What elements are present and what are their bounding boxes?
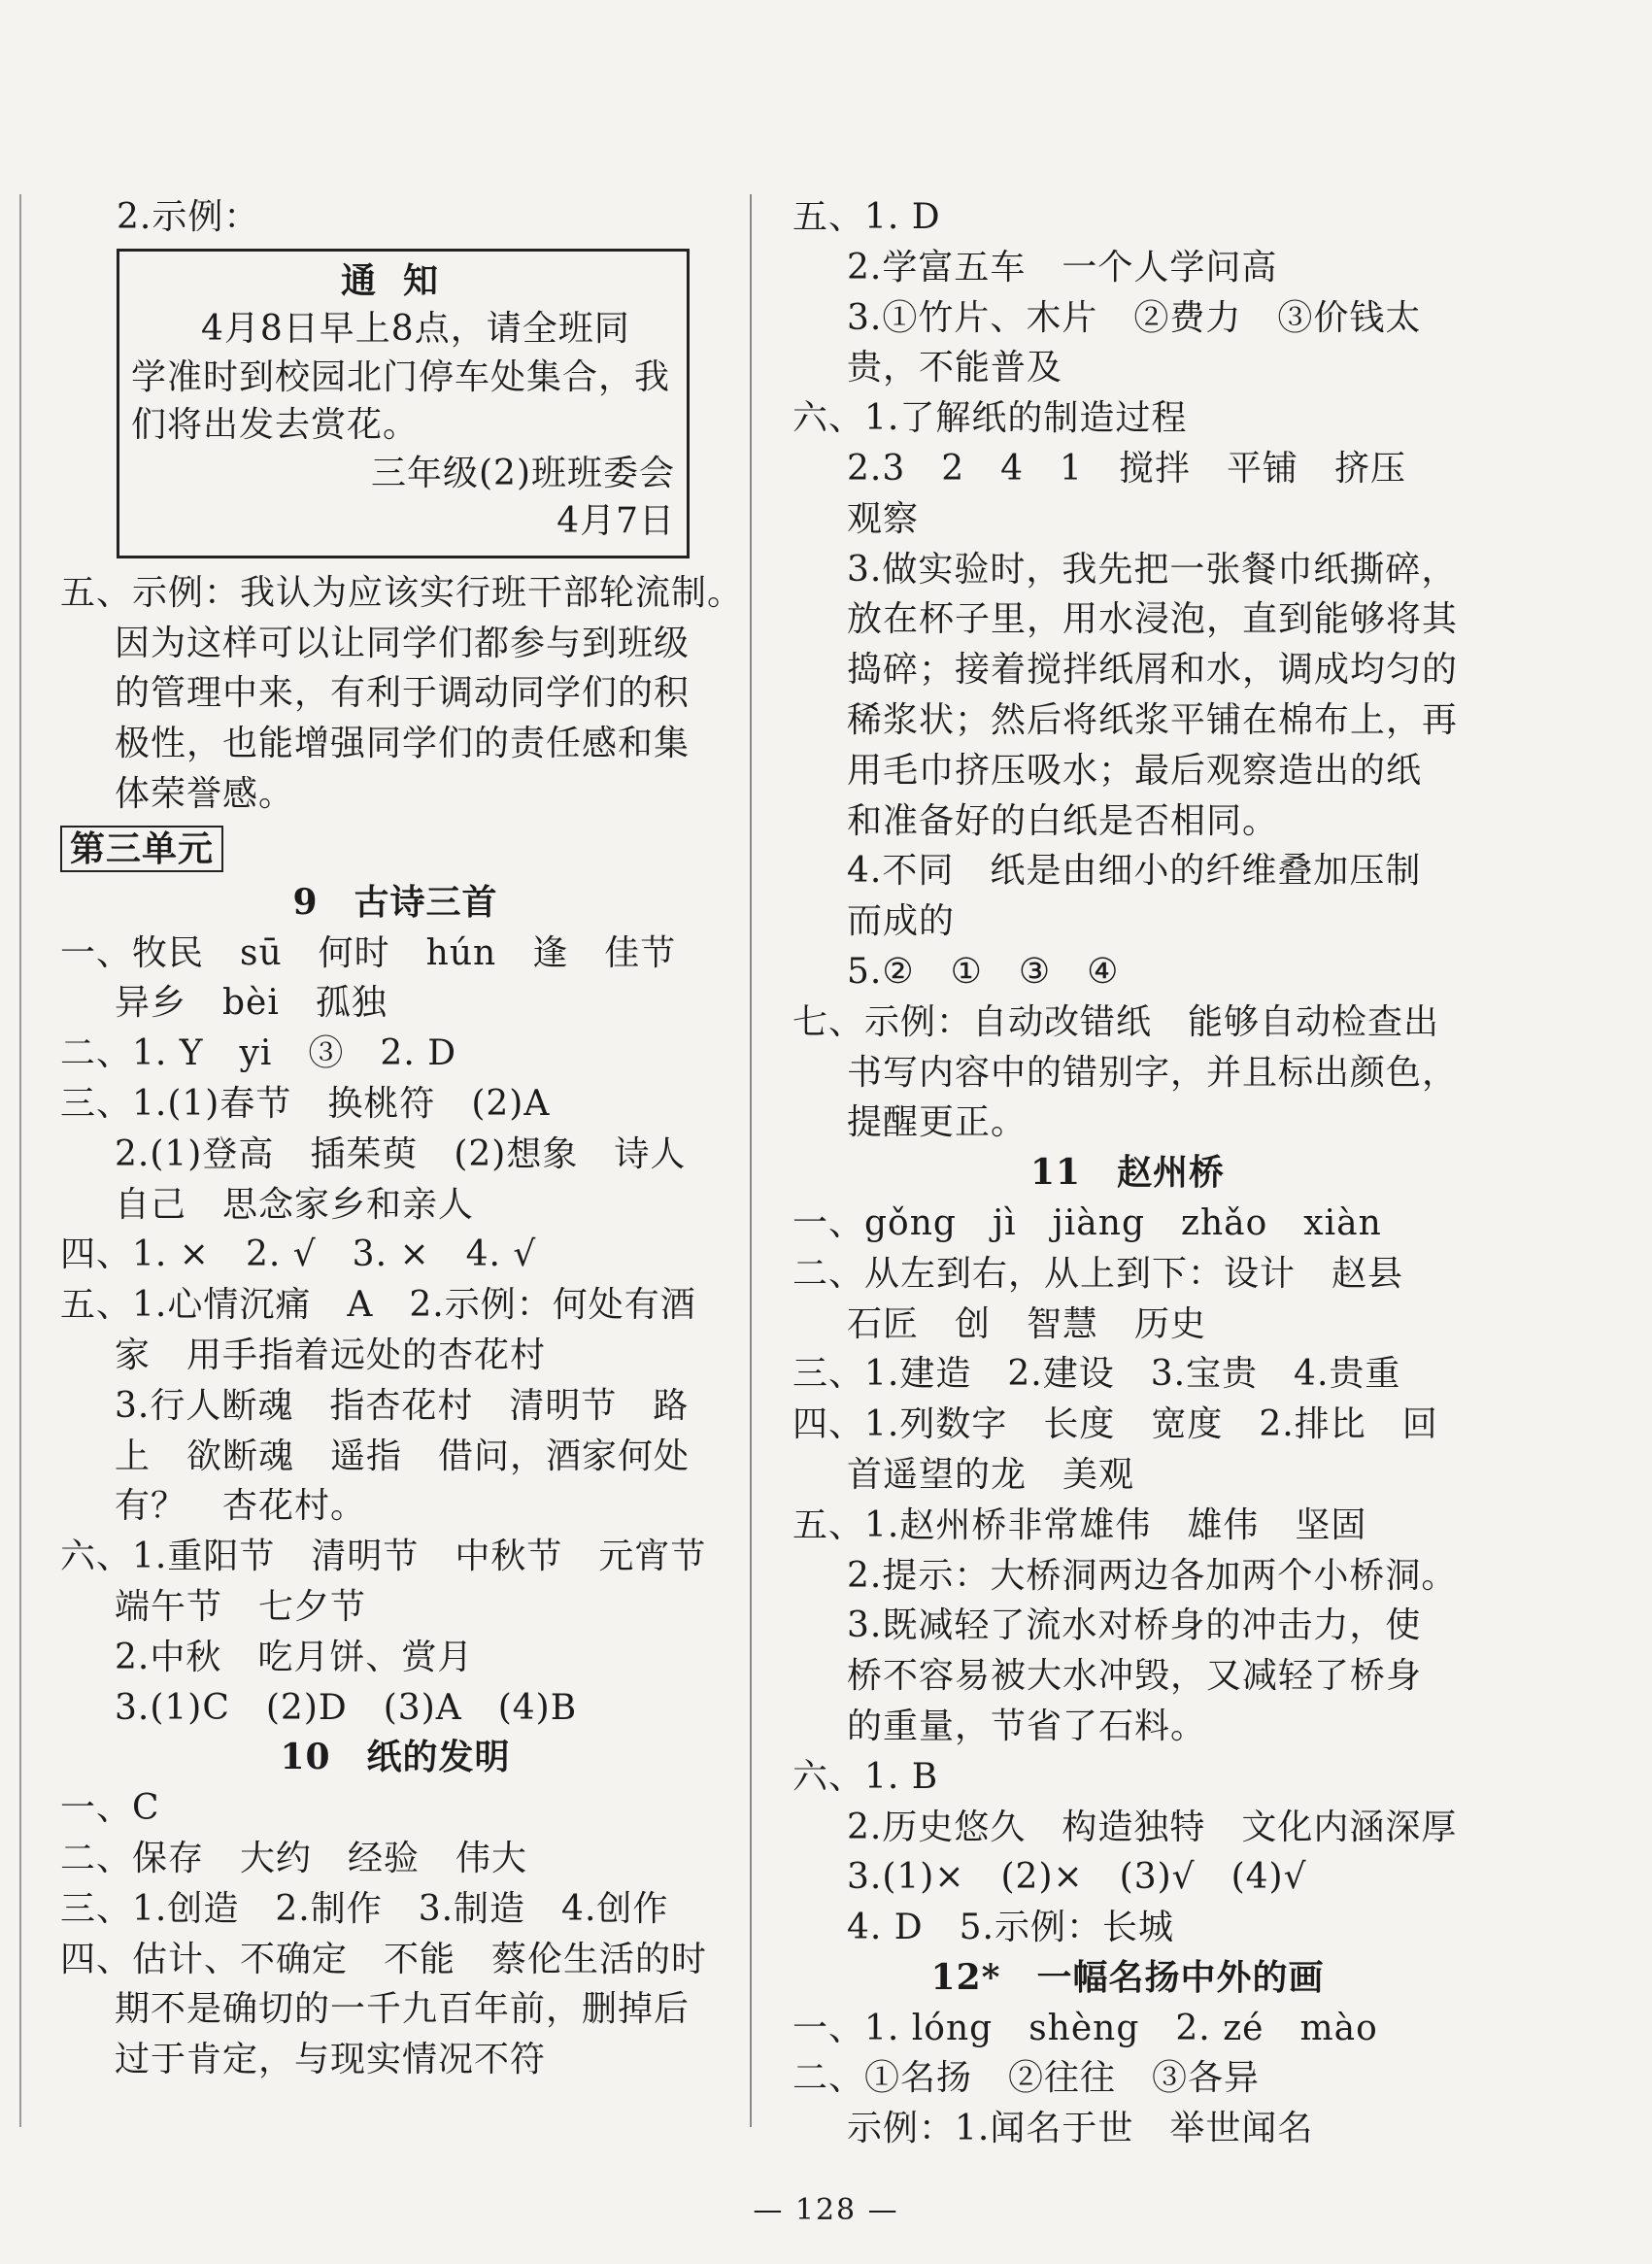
answer-line: 自己 思念家乡和亲人: [115, 1184, 475, 1225]
answer-line: 观察: [847, 498, 920, 539]
left-margin-rule: [19, 194, 21, 2127]
notice-body: 学准时到校园北门停车处集合，我: [131, 356, 671, 397]
answer-line: 过于肯定，与现实情况不符: [115, 2040, 547, 2080]
answer-line: 因为这样可以让同学们都参与到班级: [115, 623, 691, 663]
answer-line: 3.既减轻了流水对桥身的冲击力，使: [847, 1605, 1422, 1646]
answer-line: 五、1. D: [792, 197, 941, 237]
answer-line: 七、示例：自动改错纸 能够自动检查出: [792, 1001, 1440, 1042]
lesson-heading: 9 古诗三首: [292, 881, 498, 923]
unit-heading: 第三单元: [60, 826, 223, 872]
answer-line: 端午节 七夕节: [115, 1586, 367, 1627]
answer-line: 四、估计、不确定 不能 蔡伦生活的时: [60, 1939, 708, 1979]
answer-line: 二、1. Y yi ③ 2. D: [60, 1033, 457, 1074]
answer-line: 六、1.重阳节 清明节 中秋节 元宵节: [60, 1537, 707, 1577]
answer-line: 二、从左到右，从上到下：设计 赵县: [792, 1253, 1404, 1294]
answer-line: 三、1.创造 2.制作 3.制造 4.创作: [60, 1888, 669, 1929]
answer-line: 2.历史悠久 构造独特 文化内涵深厚: [847, 1807, 1458, 1847]
answer-line: 2.示例：: [117, 197, 260, 237]
answer-line: 四、1. × 2. √ 3. × 4. √: [60, 1234, 537, 1275]
answer-line: 4. D 5.示例：长城: [847, 1908, 1175, 1948]
left-column: [60, 192, 744, 2085]
answer-line: 石匠 创 智慧 历史: [847, 1303, 1207, 1344]
answer-line: 一、牧民 sū 何时 hún 逢 佳节: [60, 932, 677, 973]
answer-line: 三、1.(1)春节 换桃符 (2)A: [60, 1083, 551, 1124]
answer-line: 3.行人断魂 指杏花村 清明节 路: [115, 1385, 690, 1426]
answer-line: 书写内容中的错别字，并且标出颜色，: [847, 1052, 1459, 1093]
answer-line: 稀浆状；然后将纸浆平铺在棉布上，再: [847, 699, 1459, 740]
answer-line: 异乡 bèi 孤独: [115, 983, 388, 1024]
answer-line: 2.3 2 4 1 搅拌 平铺 挤压: [847, 448, 1406, 489]
answer-line: 2.提示：大桥洞两边各加两个小桥洞。: [847, 1555, 1458, 1596]
notice-body: 们将出发去赏花。: [131, 405, 420, 446]
answer-line: 3.①竹片、木片 ②费力 ③价钱太: [847, 297, 1422, 338]
answer-line: 有？ 杏花村。: [115, 1486, 367, 1527]
answer-line: 示例：1.闻名于世 举世闻名: [847, 2109, 1314, 2149]
answer-line: 放在杯子里，用水浸泡，直到能够将其: [847, 599, 1459, 640]
answer-line: 贵，不能普及: [847, 348, 1063, 389]
answer-line: 二、①名扬 ②往往 ③各异: [792, 2058, 1261, 2099]
column-divider: [750, 194, 752, 2127]
answer-line: 3.(1)× (2)× (3)√ (4)√: [847, 1857, 1307, 1898]
answer-line: 用毛巾挤压吸水；最后观察造出的纸: [847, 750, 1423, 791]
answer-line: 2.中秋 吃月饼、赏月: [115, 1637, 474, 1677]
notice-body: 4月8日早上8点，请全班同: [201, 309, 630, 350]
notice-title: 通知: [340, 259, 465, 301]
answer-line: 捣碎；接着搅拌纸屑和水，调成均匀的: [847, 650, 1459, 691]
answer-line: 3.(1)C (2)D (3)A (4)B: [115, 1687, 578, 1728]
answer-line: 和准备好的白纸是否相同。: [847, 800, 1279, 841]
answer-line: 3.做实验时，我先把一张餐巾纸撕碎，: [847, 549, 1458, 590]
answer-line: 2.学富五车 一个人学问高: [847, 247, 1278, 287]
answer-line: 极性，也能增强同学们的责任感和集: [115, 724, 691, 764]
answer-line: 期不是确切的一千九百年前，删掉后: [115, 1989, 691, 2030]
answer-line: 三、1.建造 2.建设 3.宝贵 4.贵重: [792, 1354, 1401, 1395]
answer-line: 桥不容易被大水冲毁，又减轻了桥身: [847, 1656, 1423, 1697]
right-column: [792, 192, 1463, 2154]
answer-line: 一、C: [60, 1788, 160, 1829]
answer-line: 五、1.心情沉痛 A 2.示例：何处有酒: [60, 1285, 696, 1326]
answer-line: 五、1.赵州桥非常雄伟 雄伟 坚固: [792, 1504, 1367, 1545]
answer-line: 而成的: [847, 901, 956, 942]
lesson-heading: 11 赵州桥: [1029, 1152, 1226, 1194]
answer-line: 提醒更正。: [847, 1102, 1028, 1143]
answer-line: 五、示例：我认为应该实行班干部轮流制。: [60, 572, 744, 613]
notice-signature: 三年级(2)班班委会: [371, 453, 675, 493]
answer-line: 5.② ① ③ ④: [847, 951, 1120, 992]
lesson-heading: 12* 一幅名扬中外的画: [930, 1956, 1325, 1998]
answer-line: 2.(1)登高 插茱萸 (2)想象 诗人: [115, 1133, 687, 1174]
answer-line: 六、1.了解纸的制造过程: [792, 398, 1188, 439]
answer-line: 六、1. B: [792, 1756, 939, 1797]
answer-line: 二、保存 大约 经验 伟大: [60, 1838, 528, 1878]
answer-line: 首遥望的龙 美观: [847, 1454, 1135, 1495]
notice-box: [117, 249, 690, 558]
answer-line: 上 欲断魂 遥指 借问，酒家何处: [115, 1436, 691, 1476]
answer-line: 一、gǒng jì jiàng zhǎo xiàn: [792, 1202, 1382, 1243]
answer-line: 的重量，节省了石料。: [847, 1706, 1207, 1746]
answer-line: 一、1. lóng shèng 2. zé mào: [792, 2008, 1378, 2048]
answer-line: 四、1.列数字 长度 宽度 2.排比 回: [792, 1404, 1438, 1445]
page-number: — 128 —: [753, 2193, 899, 2227]
answer-line: 的管理中来，有利于调动同学们的积: [115, 673, 691, 714]
lesson-heading: 10 纸的发明: [280, 1737, 511, 1778]
answer-line: 4.不同 纸是由细小的纤维叠加压制: [847, 851, 1422, 892]
answer-line: 家 用手指着远处的杏花村: [115, 1335, 547, 1375]
notice-date: 4月7日: [556, 501, 675, 542]
answer-line: 体荣誉感。: [115, 773, 295, 814]
